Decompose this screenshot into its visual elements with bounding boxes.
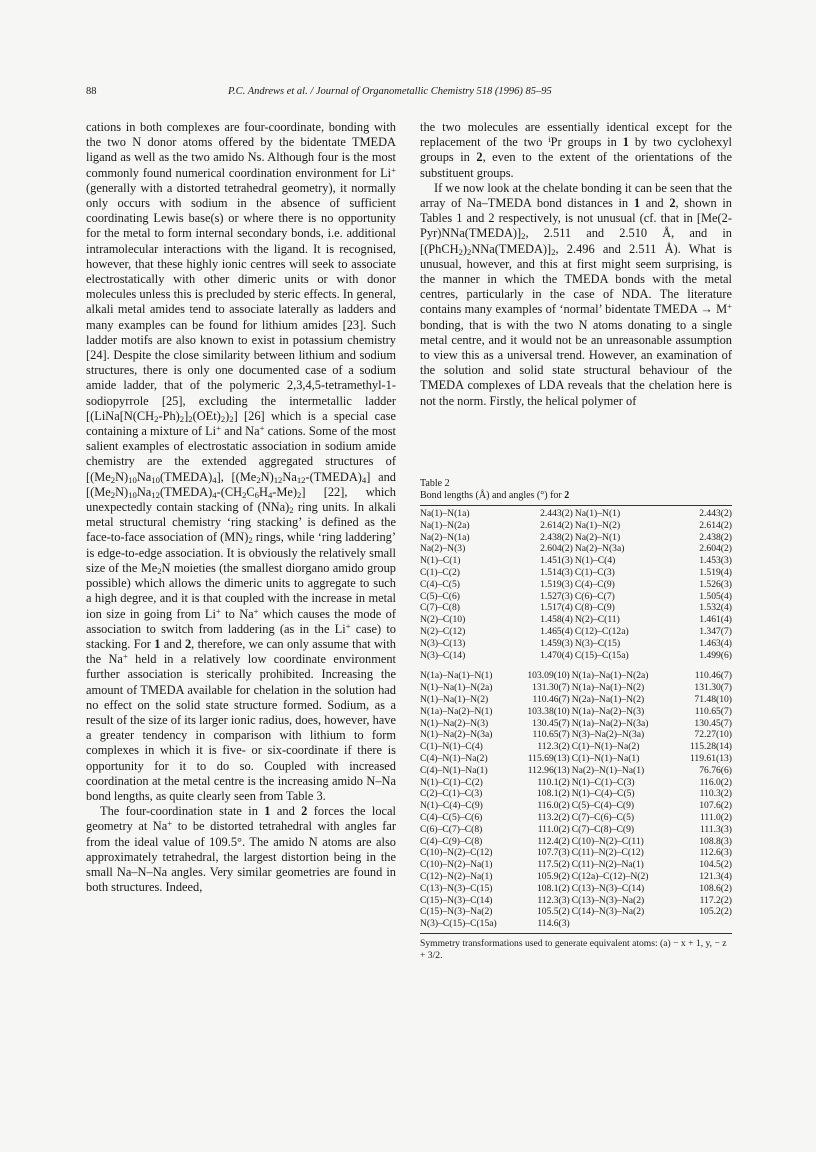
- value-cell: 111.3(3): [699, 823, 732, 835]
- value-cell: 110.1(2): [537, 776, 570, 788]
- value-cell: 72.27(10): [694, 729, 732, 741]
- atom-label-cell: C(4)–C(9): [574, 578, 615, 590]
- value-cell: 108.6(2): [699, 882, 732, 894]
- atom-label-cell: C(7)–C(8)–C(9): [571, 823, 635, 835]
- angle-row: [420, 788, 732, 800]
- bond-row: [420, 602, 732, 614]
- value-cell: 103.09(10): [527, 670, 570, 682]
- value-cell: 117.5(2): [537, 859, 570, 871]
- value-cell: 110.3(2): [699, 788, 732, 800]
- angle-row: [420, 706, 732, 718]
- angle-row: [420, 670, 732, 682]
- value-cell: 1.517(4): [540, 602, 573, 614]
- value-cell: 1.499(6): [699, 649, 732, 661]
- value-cell: 1.519(3): [540, 578, 573, 590]
- value-cell: 1.347(7): [699, 625, 732, 637]
- angle-row: [420, 777, 732, 789]
- value-cell: 116.0(2): [537, 800, 570, 812]
- atom-label-cell: C(8)–C(9): [574, 602, 615, 614]
- value-cell: 1.519(4): [699, 566, 732, 578]
- value-cell: 116.0(2): [699, 776, 732, 788]
- value-cell: 2.438(2): [699, 531, 732, 543]
- atom-label-cell: C(12)–N(2)–Na(1): [420, 870, 493, 882]
- atom-label-cell: C(4)–C(5)–C(6): [420, 811, 483, 823]
- value-cell: 1.514(3): [540, 566, 573, 578]
- value-cell: 1.527(3): [540, 590, 573, 602]
- bond-row: [420, 591, 732, 603]
- atom-label-cell: C(4)–N(1)–Na(1): [420, 764, 488, 776]
- atom-label-cell: C(1)–C(3): [574, 566, 615, 578]
- angle-row: [420, 859, 732, 871]
- value-cell: 105.2(2): [699, 906, 732, 918]
- atom-label-cell: C(6)–C(7)–C(8): [420, 823, 483, 835]
- value-cell: 1.465(4): [540, 625, 573, 637]
- value-cell: 112.3(2): [537, 741, 570, 753]
- value-cell: 1.470(4): [540, 649, 573, 661]
- value-cell: 2.614(2): [699, 519, 732, 531]
- angle-row: [420, 682, 732, 694]
- value-cell: 1.461(4): [699, 614, 732, 626]
- atom-label-cell: C(11)–N(2)–Na(1): [571, 859, 644, 871]
- atom-label-cell: C(7)–C(8): [420, 602, 460, 614]
- atom-label-cell: C(15)–N(3)–Na(2): [420, 906, 493, 918]
- angle-row: [420, 871, 732, 883]
- atom-label-cell: N(3)–C(15)–C(15a): [420, 918, 497, 930]
- atom-label-cell: C(4)–C(5): [420, 578, 460, 590]
- angle-row: [420, 729, 732, 741]
- bond-row: [420, 638, 732, 650]
- atom-label-cell: N(2a)–Na(1)–N(2): [571, 693, 645, 705]
- angle-row: [420, 800, 732, 812]
- atom-label-cell: Na(1)–N(1): [574, 508, 621, 519]
- atom-label-cell: C(5)–C(6): [420, 590, 460, 602]
- atom-label-cell: N(1a)–Na(1)–N(2): [571, 682, 645, 694]
- atom-label-cell: N(1)–Na(2)–N(3): [420, 717, 489, 729]
- angle-row: [420, 812, 732, 824]
- value-cell: 1.451(3): [540, 555, 573, 567]
- atom-label-cell: Na(1)–N(1a): [420, 508, 470, 519]
- running-header: [86, 86, 734, 100]
- atom-label-cell: N(1)–C(1)–C(2): [420, 776, 483, 788]
- value-cell: 2.614(2): [540, 519, 573, 531]
- atom-label-cell: C(1)–C(2): [420, 566, 460, 578]
- angle-row: [420, 741, 732, 753]
- value-cell: 107.7(3): [536, 847, 570, 859]
- atom-label-cell: C(13)–N(3)–C(15): [420, 882, 493, 894]
- atom-label-cell: N(1)–Na(2)–N(3a): [420, 729, 493, 741]
- table-caption: Bond lengths (Å) and angles (°) for 2: [420, 490, 570, 501]
- angle-row: [420, 753, 732, 765]
- bond-row: [420, 532, 732, 544]
- angle-row: [420, 895, 732, 907]
- atom-label-cell: Na(2)–N(3a): [574, 543, 625, 555]
- atom-label-cell: N(1)–Na(1)–N(2a): [420, 682, 493, 694]
- atom-label-cell: Na(1)–N(2): [574, 519, 621, 531]
- value-cell: 130.45(7): [694, 717, 732, 729]
- atom-label-cell: N(1)–Na(1)–N(2): [420, 693, 489, 705]
- atom-label-cell: C(4)–N(1)–Na(2): [420, 752, 488, 764]
- atom-label-cell: C(1)–N(1)–Na(2): [571, 741, 640, 753]
- angle-row: [420, 765, 732, 777]
- value-cell: 119.61(13): [689, 752, 732, 764]
- bond-row: [420, 508, 732, 520]
- value-cell: 105.5(2): [536, 906, 570, 918]
- atom-label-cell: N(1a)–Na(1)–N(1): [420, 670, 493, 682]
- atom-label-cell: N(2)–C(10): [420, 614, 466, 626]
- angle-row: [420, 918, 732, 930]
- atom-label-cell: N(3)–C(15): [574, 637, 621, 649]
- atom-label-cell: C(1)–N(1)–Na(1): [571, 752, 640, 764]
- atom-label-cell: C(15)–N(3)–C(14): [420, 894, 493, 906]
- value-cell: 112.96(13): [527, 764, 570, 776]
- atom-label-cell: C(2)–C(1)–C(3): [420, 788, 483, 800]
- atom-label-cell: N(2)–C(12): [420, 625, 466, 637]
- angle-row: [420, 906, 732, 918]
- value-cell: 76.76(6): [699, 764, 732, 776]
- atom-label-cell: Na(2)–N(3): [420, 543, 466, 555]
- value-cell: 105.9(2): [536, 870, 570, 882]
- value-cell: 1.526(3): [699, 578, 732, 590]
- table-label: Table 2: [420, 478, 450, 489]
- value-cell: 2.443(2): [699, 508, 732, 519]
- value-cell: [673, 918, 732, 930]
- value-cell: 113.2(2): [537, 811, 570, 823]
- value-cell: 110.46(7): [532, 693, 570, 705]
- atom-label-cell: Na(1)–N(2a): [420, 519, 470, 531]
- value-cell: 115.69(13): [527, 752, 570, 764]
- right-column: [420, 120, 732, 409]
- value-cell: 121.3(4): [699, 870, 732, 882]
- value-cell: 117.2(2): [699, 894, 732, 906]
- angle-row: [420, 824, 732, 836]
- value-cell: 1.463(4): [699, 637, 732, 649]
- atom-label-cell: N(1)–C(4): [574, 555, 616, 567]
- table-bottom-rule: [420, 933, 732, 934]
- angle-row: [420, 847, 732, 859]
- bond-row: [420, 543, 732, 555]
- atom-label-cell: N(1)–C(1): [420, 555, 461, 567]
- value-cell: 1.505(4): [699, 590, 732, 602]
- value-cell: 112.3(3): [537, 894, 570, 906]
- atom-label-cell: N(3)–C(14): [420, 649, 466, 661]
- atom-label-cell: C(12)–C(12a): [574, 625, 629, 637]
- atom-label-cell: C(11)–N(2)–C(12): [571, 847, 644, 859]
- bond-row: [420, 520, 732, 532]
- running-title: P.C. Andrews et al. / Journal of Organometallic Chemistry 518 (1996) 85–95: [228, 86, 552, 97]
- bond-row: [420, 567, 732, 579]
- atom-label-cell: N(1a)–Na(2)–N(3): [571, 705, 645, 717]
- bond-row: [420, 650, 732, 662]
- value-cell: 130.45(7): [532, 717, 570, 729]
- angle-row: [420, 694, 732, 706]
- atom-label-cell: Na(2)–N(1a): [420, 531, 470, 543]
- paragraph: The four-coordination state in 1 and 2 forces the local geometry at Na+ to be distorted tetrahedral with angles far from the ideal value of 109.5°. The amido N atoms are also approximately tetrahedral, the largest distortion being in the small Na–N–Na angles. Very similar geometries are found in both structures. Indeed,: [86, 804, 396, 895]
- angle-row: [420, 836, 732, 848]
- value-cell: 115.28(14): [689, 741, 732, 753]
- atom-label-cell: N(1)–C(4)–C(9): [420, 800, 483, 812]
- atom-label-cell: C(15)–C(15a): [574, 649, 629, 661]
- value-cell: 2.604(2): [699, 543, 732, 555]
- value-cell: 111.0(2): [537, 823, 570, 835]
- atom-label-cell: N(3)–C(13): [420, 637, 466, 649]
- paragraph: the two molecules are essentially identical except for the replacement of the two $^i$Pr groups in 1 by two cyclohexyl groups in 2, even to the extent of the orientations of the substituent groups.: [420, 120, 732, 180]
- atom-label-cell: N(1)–C(4)–C(5): [571, 788, 635, 800]
- value-cell: 131.30(7): [532, 682, 570, 694]
- atom-label-cell: N(1a)–Na(2)–N(1): [420, 705, 493, 717]
- bond-lengths-table: [420, 508, 732, 661]
- value-cell: 2.438(2): [540, 531, 573, 543]
- value-cell: 114.6(3): [537, 918, 570, 930]
- paragraph: cations in both complexes are four-coordinate, bonding with the two N donor atoms offered by the bidentate TMEDA ligand as well as the two amido Ns. Although four is the most commonly found numerical coordination environment for Li+ (generally with a distorted tetrahedral geometry), it normally only occurs with sodium in the absence of sufficient coordinating Lewis base(s) or where there is no opportunity for the metal to form internal secondary bonds, i.e. additional intramolecular interactions with the ligand. It is recognised, however, that these highly ionic centres will seek to associate electrostatically with other dimeric units or with donor molecules unless this is precluded by steric effects. In general, alkali metal amides tend to associate laterally as ladders and many examples can be found for lithium amides [23]. Such ladder motifs are also known to exist in potassium chemistry [24]. Despite the close similarity between lithium and sodium structures, there is only one documented case of a sodium amide ladder, that of the polymeric 2,3,4,5-tetramethyl-1-sodiopyrrole [25], excluding the intermetallic ladder $[(LiNa[N(CH_2-Ph)_2]_2(OEt)_2)_2]$ [26] which is a special case containing a mixture of Li+ and Na+ cations. Some of the most salient examples of electrostatic association in sodium amide chemistry are the extended aggregated structures of $[(Me_2N)_{10}Na_{10}(TMEDA)_4]$, $[(Me_2N)_{12}Na_{12}-(TMEDA)_4]$ and $[(Me_2N)_{10}Na_{12}(TMEDA)_4-(CH_2C_6H_4-Me)_2]$ [22], which unexpectedly contain stacking of $(NNa)_2$ ring units. In alkali metal structural chemistry ‘ring stacking’ is defined as the face-to-face association of $(MN)_2$ rings, while ‘ring laddering’ is edge-to-edge association. It is obviously the relatively small size of the $Me_2N$ moieties (the smallest diorgano amido group possible) which allows the dimeric units to aggregate to such a high degree, and it is that coupled with the increase in metal ion size in going from Li+ to Na+ which causes the mode of association to switch from laddering (as in the Li+ case) to stacking. For 1 and 2, therefore, we can only assume that with the Na+ held in a relatively low coordinate environment further association is sterically prohibited. Increasing the amount of TMEDA available for chelation in the solution had no effect on the solid state structure formed. Sodium, as a result of the size of its larger ionic radius, does, however, have a greater tendency in comparison with lithium to form complexes in which it is five- or six-coordinate if there is opportunity for it to do so. Coupled with increased coordination at the metal centre is the increasing amido N–Na bond lengths, as quite clearly seen from Table 3.: [86, 120, 397, 803]
- value-cell: 131.30(7): [694, 682, 732, 694]
- left-column: [86, 120, 396, 895]
- paragraph: If we now look at the chelate bonding it can be seen that the array of Na–TMEDA bond distances in 1 and 2, shown in Tables 1 and 2 respectively, is not unusual (cf. that in $[Me(2-Pyr)NNa(TMEDA)]_2$, 2.511 and 2.510 Å, and in $[(PhCH_2)_2NNa(TMEDA)]_2$, 2.496 and 2.511 Å). What is unusual, however, and this at first might seem surprising, is the manner in which the TMEDA bonds with the metal centres, particularly in the case of NDA. The literature contains many examples of ‘normal’ bidentate TMEDA → M+ bonding, that is with the two N atoms donating to a single metal centre, and it would not be an unreasonable assumption to view this as a universal trend. However, an examination of the solution and solid state structural behaviour of the TMEDA complexes of LDA reveals that the chelation here is not the norm. Firstly, the helical polymer of: [420, 180, 733, 408]
- value-cell: 112.4(2): [537, 835, 570, 847]
- atom-label-cell: C(5)–C(4)–C(9): [571, 800, 635, 812]
- atom-label-cell: C(10)–N(2)–Na(1): [420, 859, 493, 871]
- value-cell: 111.0(2): [699, 811, 732, 823]
- bond-row: [420, 555, 732, 567]
- value-cell: 71.48(10): [694, 693, 732, 705]
- value-cell: 108.1(2): [536, 788, 570, 800]
- value-cell: 1.532(4): [699, 602, 732, 614]
- table-top-rule: [420, 505, 732, 506]
- atom-label-cell: C(13)–N(3)–Na(2): [571, 894, 645, 906]
- table-footnote: Symmetry transformations used to generate equivalent atoms: (a) − x + 1, y, − z + 3/2.: [420, 937, 727, 961]
- atom-label-cell: C(1)–N(1)–C(4): [420, 741, 483, 753]
- atom-label-cell: C(10)–N(2)–C(12): [420, 847, 493, 859]
- value-cell: 110.65(7): [532, 729, 570, 741]
- atom-label-cell: C(7)–C(6)–C(5): [571, 811, 635, 823]
- value-cell: 112.6(3): [699, 847, 732, 859]
- value-cell: 103.38(10): [527, 705, 570, 717]
- value-cell: 2.443(2): [540, 508, 573, 519]
- atom-label-cell: C(14)–N(3)–Na(2): [571, 906, 645, 918]
- bond-row: [420, 579, 732, 591]
- atom-label-cell: N(3)–Na(2)–N(3a): [571, 729, 645, 741]
- value-cell: 2.604(2): [540, 543, 573, 555]
- atom-label-cell: N(2)–C(11): [574, 614, 620, 626]
- atom-label-cell: N(1a)–Na(1)–N(2a): [571, 670, 649, 682]
- bond-row: [420, 614, 732, 626]
- value-cell: 108.1(2): [536, 882, 570, 894]
- value-cell: 104.5(2): [699, 859, 732, 871]
- angle-row: [420, 718, 732, 730]
- value-cell: 107.6(2): [699, 800, 732, 812]
- value-cell: 110.65(7): [694, 705, 732, 717]
- value-cell: 110.46(7): [694, 670, 732, 682]
- atom-label-cell: C(4)–C(9)–C(8): [420, 835, 483, 847]
- atom-label-cell: [570, 918, 673, 930]
- atom-label-cell: C(6)–C(7): [574, 590, 615, 602]
- value-cell: 1.459(3): [540, 637, 573, 649]
- atom-label-cell: C(12a)–C(12)–N(2): [571, 870, 649, 882]
- value-cell: 1.458(4): [540, 614, 573, 626]
- atom-label-cell: N(1)–C(1)–C(3): [571, 776, 635, 788]
- page-number: 88: [86, 86, 97, 97]
- atom-label-cell: Na(2)–N(1): [574, 531, 621, 543]
- value-cell: 108.8(3): [699, 835, 732, 847]
- bond-row: [420, 626, 732, 638]
- table-2: [420, 478, 732, 962]
- atom-label-cell: Na(2)–N(1)–Na(1): [571, 764, 645, 776]
- atom-label-cell: C(10)–N(2)–C(11): [571, 835, 644, 847]
- atom-label-cell: N(1a)–Na(2)–N(3a): [571, 717, 649, 729]
- atom-label-cell: C(13)–N(3)–C(14): [571, 882, 645, 894]
- angle-row: [420, 883, 732, 895]
- bond-angles-table: [420, 670, 732, 930]
- value-cell: 1.453(3): [699, 555, 732, 567]
